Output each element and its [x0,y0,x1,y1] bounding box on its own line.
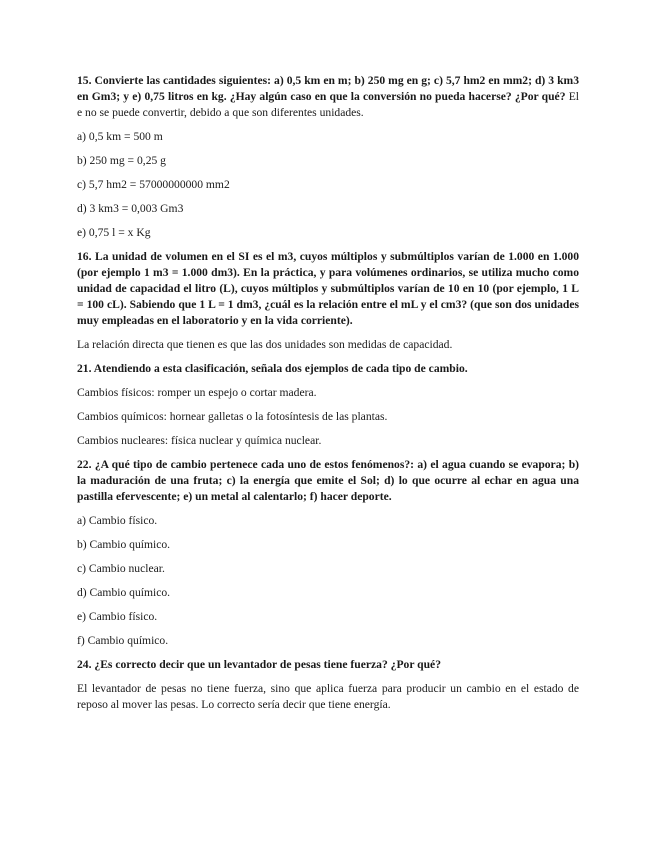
question-15-prompt: 15. Convierte las cantidades siguientes: a) 0,5 km en m; b) 250 mg en g; c) 5,7 hm2 en mm2; d) 3 km3 en Gm3; y e) 0,75 litros en kg. ¿Hay algún caso en que la conversión no pueda hacerse? ¿Por qué? [77,74,579,103]
answer-21-physical: Cambios físicos: romper un espejo o cortar madera. [77,386,317,399]
question-16: 16. La unidad de volumen en el SI es el m3, cuyos múltiplos y submúltiplos varían de 1.000 en 1.000 (por ejemplo 1 m3 = 1.000 dm3). En la práctica, y para volúmenes ordinarios, se utiliza mucho como unidad de capacidad el litro (L), cuyos múltiplos y submúltiplos varían de 10 en 10 (por ejemplo, 1 L = 100 cL). Sabiendo que 1 L = 1 dm3, ¿cuál es la relación entre el mL y el cm3? (que son dos unidades muy empleadas en el laboratorio y en la vida corriente). [77,250,579,327]
answer-22d: d) Cambio químico. [77,586,171,599]
answer-22b: b) Cambio químico. [77,538,171,551]
answer-22a: a) Cambio físico. [77,514,158,527]
answer-21-nuclear: Cambios nucleares: física nuclear y química nuclear. [77,434,322,447]
answer-15d: d) 3 km3 = 0,003 Gm3 [77,202,184,215]
document-page [77,73,579,721]
answer-16: La relación directa que tienen es que las dos unidades son medidas de capacidad. [77,338,453,351]
answer-22f: f) Cambio químico. [77,634,169,647]
answer-22c: c) Cambio nuclear. [77,562,165,575]
question-22: 22. ¿A qué tipo de cambio pertenece cada uno de estos fenómenos?: a) el agua cuando se evapora; b) la maduración de una fruta; c) la energía que emite el Sol; d) lo que ocurre al echar en agua una pastilla efervescente; e) un metal al calentarlo; f) hacer deporte. [77,458,579,503]
answer-15c: c) 5,7 hm2 = 57000000000 mm2 [77,178,230,191]
question-15 [77,73,579,121]
answer-15e: e) 0,75 l = x Kg [77,226,151,239]
question-15-note: El e no se puede convertir, debido a que son diferentes unidades. [77,90,579,119]
answer-15a: a) 0,5 km = 500 m [77,130,163,143]
answer-24: El levantador de pesas no tiene fuerza, sino que aplica fuerza para producir un cambio en el estado de reposo al mover las pesas. Lo correcto sería decir que tiene energía. [77,682,579,711]
question-24: 24. ¿Es correcto decir que un levantador de pesas tiene fuerza? ¿Por qué? [77,658,441,671]
answer-21-chemical: Cambios químicos: hornear galletas o la fotosíntesis de las plantas. [77,410,388,423]
answer-15b: b) 250 mg = 0,25 g [77,154,166,167]
answer-22e: e) Cambio físico. [77,610,158,623]
question-21: 21. Atendiendo a esta clasificación, señala dos ejemplos de cada tipo de cambio. [77,362,468,375]
